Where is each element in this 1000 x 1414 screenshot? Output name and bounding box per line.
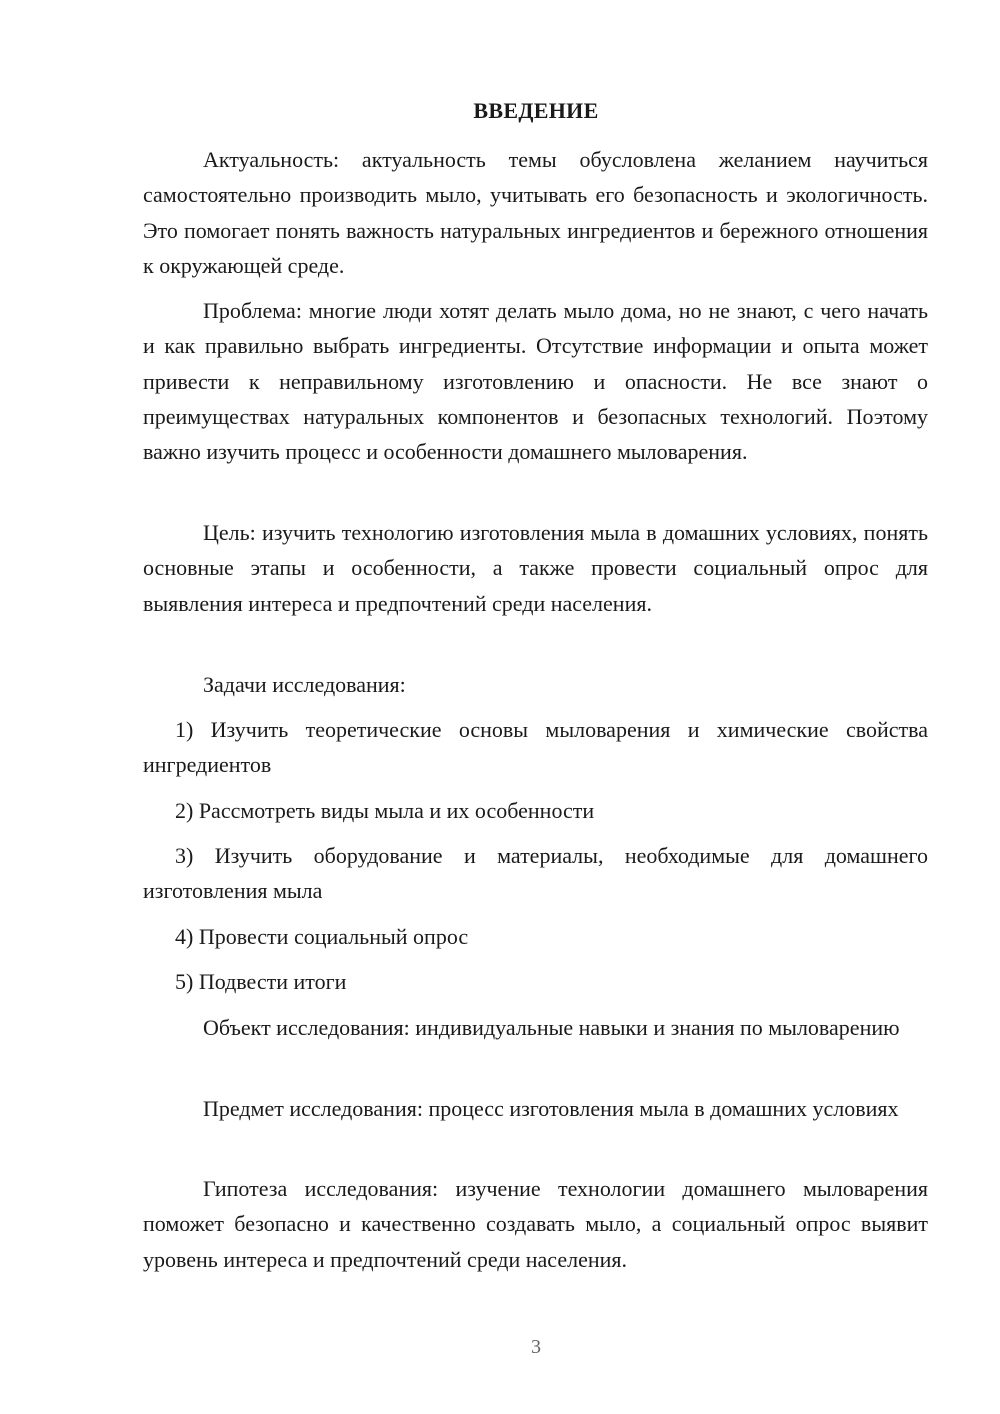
- paragraph-relevance: Актуальность: актуальность темы обусловлена желанием научиться самостоятельно производить мыло, учитывать его безопасность и экологичность. Это помогает понять важность натуральных ингредиентов и бережного отношения к окружающей среде.: [143, 147, 928, 278]
- task-item: 4) Провести социальный опрос: [175, 924, 469, 949]
- task-item: 2) Рассмотреть виды мыла и их особенности: [175, 798, 595, 823]
- paragraph-goal: Цель: изучить технологию изготовления мыла в домашних условиях, понять основные этапы и особенности, а также провести социальный опрос для выявления интереса и предпочтений среди населения.: [143, 520, 928, 616]
- task-item: 3) Изучить оборудование и материалы, необходимые для домашнего изготовления мыла: [143, 843, 928, 904]
- paragraph-problem: Проблема: многие люди хотят делать мыло дома, но не знают, с чего начать и как правильно выбрать ингредиенты. Отсутствие информации и опыта может привести к неправильному изготовлению и опасности. Не все знают о преимуществах натуральных компонентов и безопасных технологий. Поэтому важно изучить процесс и особенности домашнего мыловарения.: [143, 298, 928, 465]
- paragraph-subject: Предмет исследования: процесс изготовления мыла в домашних условиях: [203, 1096, 899, 1121]
- page-title: ВВЕДЕНИЕ: [473, 98, 599, 123]
- page-number: 3: [531, 1336, 541, 1358]
- task-item: 1) Изучить теоретические основы мыловарения и химические свойства ингредиентов: [143, 717, 928, 778]
- paragraph-hypothesis: Гипотеза исследования: изучение технологии домашнего мыловарения поможет безопасно и качественно создавать мыло, а социальный опрос выявит уровень интереса и предпочтений среди населения.: [143, 1176, 928, 1272]
- paragraph-object: Объект исследования: индивидуальные навыки и знания по мыловарению: [203, 1015, 900, 1040]
- task-item: 5) Подвести итоги: [175, 969, 347, 994]
- tasks-heading: Задачи исследования:: [203, 672, 406, 697]
